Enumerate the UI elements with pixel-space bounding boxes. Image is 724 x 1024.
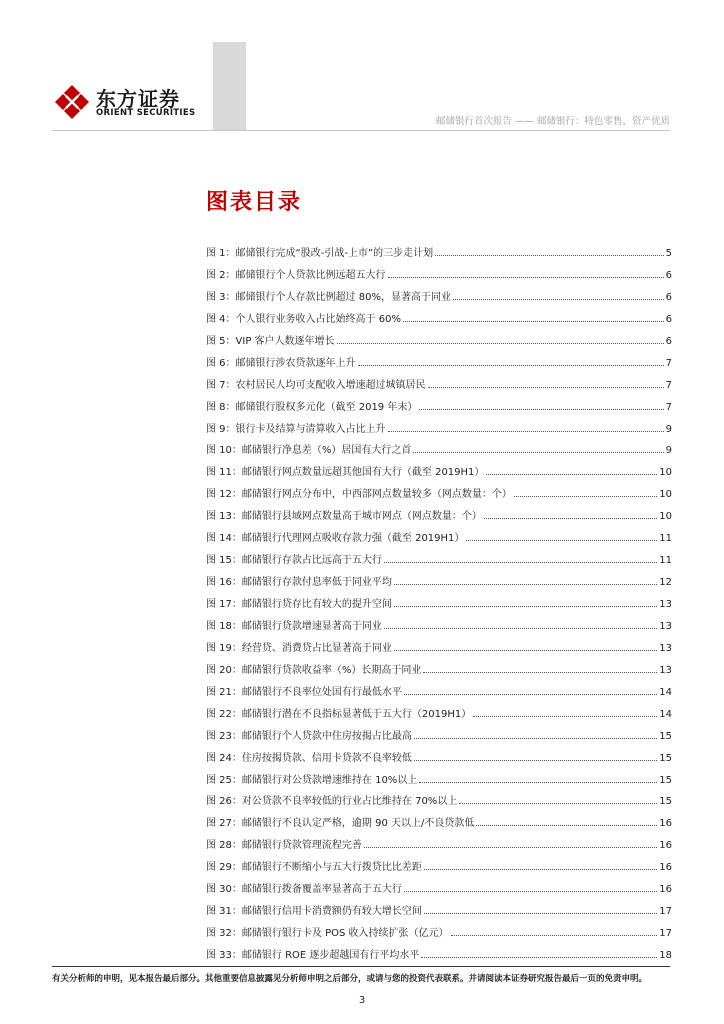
footer-divider: [52, 966, 670, 967]
toc-entry-page: 15: [659, 730, 672, 742]
toc-entry-label: 图 22：邮储银行潜在不良指标显著低于五大行（2019H1）: [206, 708, 472, 720]
toc-entry-page: 13: [659, 620, 672, 632]
toc-entry[interactable]: [206, 463, 672, 485]
toc-entry-page: 15: [659, 774, 672, 786]
toc-entry-label: 图 1：邮储银行完成“股改-引战-上市”的三步走计划: [206, 248, 434, 259]
toc-entry[interactable]: [206, 551, 672, 573]
toc-entry-page: 15: [659, 752, 672, 764]
toc-entry-label: 图 33：邮储银行 ROE 逐步超越国有行平均水平: [206, 950, 420, 961]
toc-entry-label: 图 28：邮储银行贷款管理流程完善: [206, 840, 362, 852]
toc-entry-label: 图 30：邮储银行拨备覆盖率显著高于五大行: [206, 884, 402, 896]
toc-entry[interactable]: [206, 595, 672, 617]
toc-entry[interactable]: [206, 398, 672, 420]
toc-entry[interactable]: [206, 573, 672, 595]
toc-entry-label: 图 21：邮储银行不良率位处国有行最低水平: [206, 686, 402, 698]
toc-entry[interactable]: [206, 266, 672, 288]
toc-leader-dots: [423, 672, 657, 673]
toc-entry-label: 图 11：邮储银行网点数量远超其他国有大行（截至 2019H1）: [206, 467, 485, 479]
toc-entry-label: 图 20：邮储银行贷款收益率（%）长期高于同业: [206, 664, 422, 676]
toc-entry-page: 11: [659, 555, 672, 567]
toc-leader-dots: [394, 650, 657, 651]
toc-entry-page: 6: [665, 269, 672, 281]
toc-entry[interactable]: [206, 705, 672, 727]
header-decor-block: [213, 42, 246, 130]
toc-entry-page: 6: [665, 291, 672, 303]
toc-entry[interactable]: [206, 485, 672, 507]
page-number: 3: [358, 995, 366, 1006]
toc-entry[interactable]: [206, 814, 672, 836]
toc-entry[interactable]: [206, 727, 672, 749]
toc-entry-label: 图 25：邮储银行对公贷款增速维持在 10%以上: [206, 774, 418, 786]
toc-entry-label: 图 10：邮储银行净息差（%）居国有大行之首: [206, 445, 412, 457]
toc-entry-page: 10: [659, 511, 672, 523]
toc-entry-label: 图 17：邮储银行贷存比有较大的提升空间: [206, 599, 392, 610]
toc-entry[interactable]: [206, 310, 672, 332]
toc-leader-dots: [424, 869, 657, 870]
toc-entry-page: 11: [659, 533, 672, 545]
toc-leader-dots: [459, 803, 657, 804]
toc-leader-dots: [403, 321, 664, 322]
toc-entry-page: 10: [659, 467, 672, 479]
toc-leader-dots: [514, 496, 657, 497]
toc-leader-dots: [358, 365, 664, 366]
toc-leader-dots: [453, 299, 664, 300]
toc-entry-page: 16: [659, 862, 672, 874]
toc-entry-page: 6: [665, 313, 672, 325]
toc-entry-label: 图 18：邮储银行贷款增速显著高于同业: [206, 620, 382, 632]
toc-entry[interactable]: [206, 924, 672, 946]
toc-entry-label: 图 14：邮储银行代理网点吸收存款力强（截至 2019H1）: [206, 533, 465, 545]
toc-entry-label: 图 13：邮储银行县域网点数量高于城市网点（网点数量：个）: [206, 511, 482, 523]
toc-leader-dots: [451, 935, 658, 936]
toc-leader-dots: [394, 584, 657, 585]
toc-entry-label: 图 12：邮储银行网点分布中，中西部网点数量较多（网点数量：个）: [206, 489, 512, 501]
toc-entry[interactable]: [206, 858, 672, 880]
toc-leader-dots: [413, 452, 663, 453]
toc-title: 图表目录: [206, 190, 303, 215]
toc-entry[interactable]: [206, 244, 672, 266]
toc-entry-page: 7: [665, 357, 672, 369]
toc-entry-page: 13: [659, 599, 672, 610]
toc-entry-page: 15: [659, 796, 672, 808]
toc-entry[interactable]: [206, 420, 672, 442]
toc-leader-dots: [388, 277, 664, 278]
toc-entry-page: 12: [659, 577, 672, 589]
toc-entry[interactable]: [206, 902, 672, 924]
toc-entry[interactable]: [206, 441, 672, 463]
toc-entry-label: 图 6：邮储银行涉农贷款逐年上升: [206, 357, 356, 369]
toc-entry[interactable]: [206, 288, 672, 310]
toc-entry-label: 图 9：银行卡及结算与清算收入占比上升: [206, 423, 386, 435]
header-divider: [52, 130, 670, 131]
toc-entry[interactable]: [206, 332, 672, 354]
toc-entry[interactable]: [206, 617, 672, 639]
toc-leader-dots: [394, 606, 657, 607]
toc-leader-dots: [384, 628, 657, 629]
toc-entry-label: 图 32：邮储银行银行卡及 POS 收入持续扩张（亿元）: [206, 928, 449, 940]
toc-entry-label: 图 24：住房按揭贷款、信用卡贷款不良率较低: [206, 752, 412, 764]
toc-entry-label: 图 27：邮储银行不良认定严格，逾期 90 天以上/不良贷款低: [206, 818, 475, 830]
toc-leader-dots: [428, 387, 664, 388]
toc-entry-page: 16: [659, 840, 672, 852]
page-header: [0, 0, 724, 130]
toc-entry-label: 图 19：经营贷、消费贷占比显著高于同业: [206, 642, 392, 654]
toc-entry[interactable]: [206, 354, 672, 376]
toc-entry-page: 16: [659, 884, 672, 896]
toc-entry-label: 图 15：邮储银行存款占比远高于五大行: [206, 555, 382, 567]
toc-entry[interactable]: [206, 880, 672, 902]
toc-leader-dots: [435, 255, 664, 256]
toc-entry[interactable]: [206, 507, 672, 529]
toc-leader-dots: [484, 518, 657, 519]
toc-entry-page: 14: [659, 708, 672, 720]
toc-leader-dots: [337, 343, 664, 344]
toc-entry-page: 9: [665, 445, 672, 457]
toc-leader-dots: [476, 825, 657, 826]
toc-leader-dots: [486, 474, 657, 475]
toc-entry[interactable]: [206, 376, 672, 398]
toc-entry[interactable]: [206, 836, 672, 858]
toc-leader-dots: [473, 716, 657, 717]
orient-logo-icon: [52, 82, 92, 122]
toc-leader-dots: [419, 409, 663, 410]
toc-leader-dots: [466, 540, 657, 541]
toc-entry-page: 6: [665, 335, 672, 347]
toc-entry-page: 17: [659, 906, 672, 918]
toc-list: [206, 244, 672, 968]
report-subtitle: 邮储银行首次报告 —— 邮储银行：特色零售，资产优质: [435, 116, 670, 127]
toc-entry[interactable]: [206, 792, 672, 814]
toc-leader-dots: [421, 957, 657, 958]
brand-name-en: ORIENT SECURITIES: [96, 108, 196, 118]
toc-entry-page: 9: [665, 423, 672, 435]
toc-leader-dots: [414, 760, 657, 761]
toc-entry-label: 图 4：个人银行业务收入占比始终高于 60%: [206, 313, 401, 325]
toc-entry[interactable]: [206, 529, 672, 551]
toc-leader-dots: [388, 431, 664, 432]
toc-entry-page: 13: [659, 642, 672, 654]
toc-leader-dots: [414, 738, 657, 739]
toc-leader-dots: [424, 913, 657, 914]
toc-leader-dots: [384, 562, 657, 563]
brand-name-cn: 东方证券: [96, 87, 180, 111]
orient-securities-logo: [52, 82, 202, 122]
toc-entry-label: 图 31：邮储银行信用卡消费额仍有较大增长空间: [206, 906, 422, 918]
toc-leader-dots: [419, 782, 657, 783]
toc-entry[interactable]: [206, 771, 672, 793]
toc-entry-page: 10: [659, 489, 672, 501]
toc-entry-label: 图 29：邮储银行不断缩小与五大行拨贷比比差距: [206, 862, 422, 874]
toc-entry[interactable]: [206, 683, 672, 705]
toc-entry-page: 5: [665, 248, 672, 259]
toc-entry-label: 图 26：对公贷款不良率较低的行业占比维持在 70%以上: [206, 796, 458, 808]
toc-entry-page: 14: [659, 686, 672, 698]
footer-disclaimer: 有关分析师的申明，见本报告最后部分。其他重要信息披露见分析师申明之后部分，或请与您的投资代表联系。并请阅读本证券研究报告最后一页的免责申明。: [52, 974, 648, 984]
toc-entry-page: 13: [659, 664, 672, 676]
toc-leader-dots: [404, 891, 657, 892]
toc-entry-page: 7: [665, 401, 672, 413]
toc-leader-dots: [404, 694, 657, 695]
toc-entry-label: 图 7：农村居民人均可支配收入增速超过城镇居民: [206, 379, 426, 391]
toc-entry[interactable]: [206, 946, 672, 968]
toc-entry[interactable]: [206, 661, 672, 683]
toc-entry-label: 图 16：邮储银行存款付息率低于同业平均: [206, 577, 392, 589]
toc-entry-page: 16: [659, 818, 672, 830]
toc-entry[interactable]: [206, 749, 672, 771]
toc-entry-page: 18: [659, 950, 672, 961]
toc-leader-dots: [364, 847, 657, 848]
toc-entry-page: 17: [659, 928, 672, 940]
toc-entry-label: 图 8：邮储银行股权多元化（截至 2019 年末）: [206, 401, 418, 413]
toc-entry-label: 图 3：邮储银行个人存款比例超过 80%，显著高于同业: [206, 291, 451, 303]
toc-entry-label: 图 23：邮储银行个人贷款中住房按揭占比最高: [206, 730, 412, 742]
toc-entry-label: 图 5：VIP 客户人数逐年增长: [206, 335, 335, 347]
toc-entry[interactable]: [206, 639, 672, 661]
toc-entry-label: 图 2：邮储银行个人贷款比例远超五大行: [206, 269, 386, 281]
toc-entry-page: 7: [665, 379, 672, 391]
